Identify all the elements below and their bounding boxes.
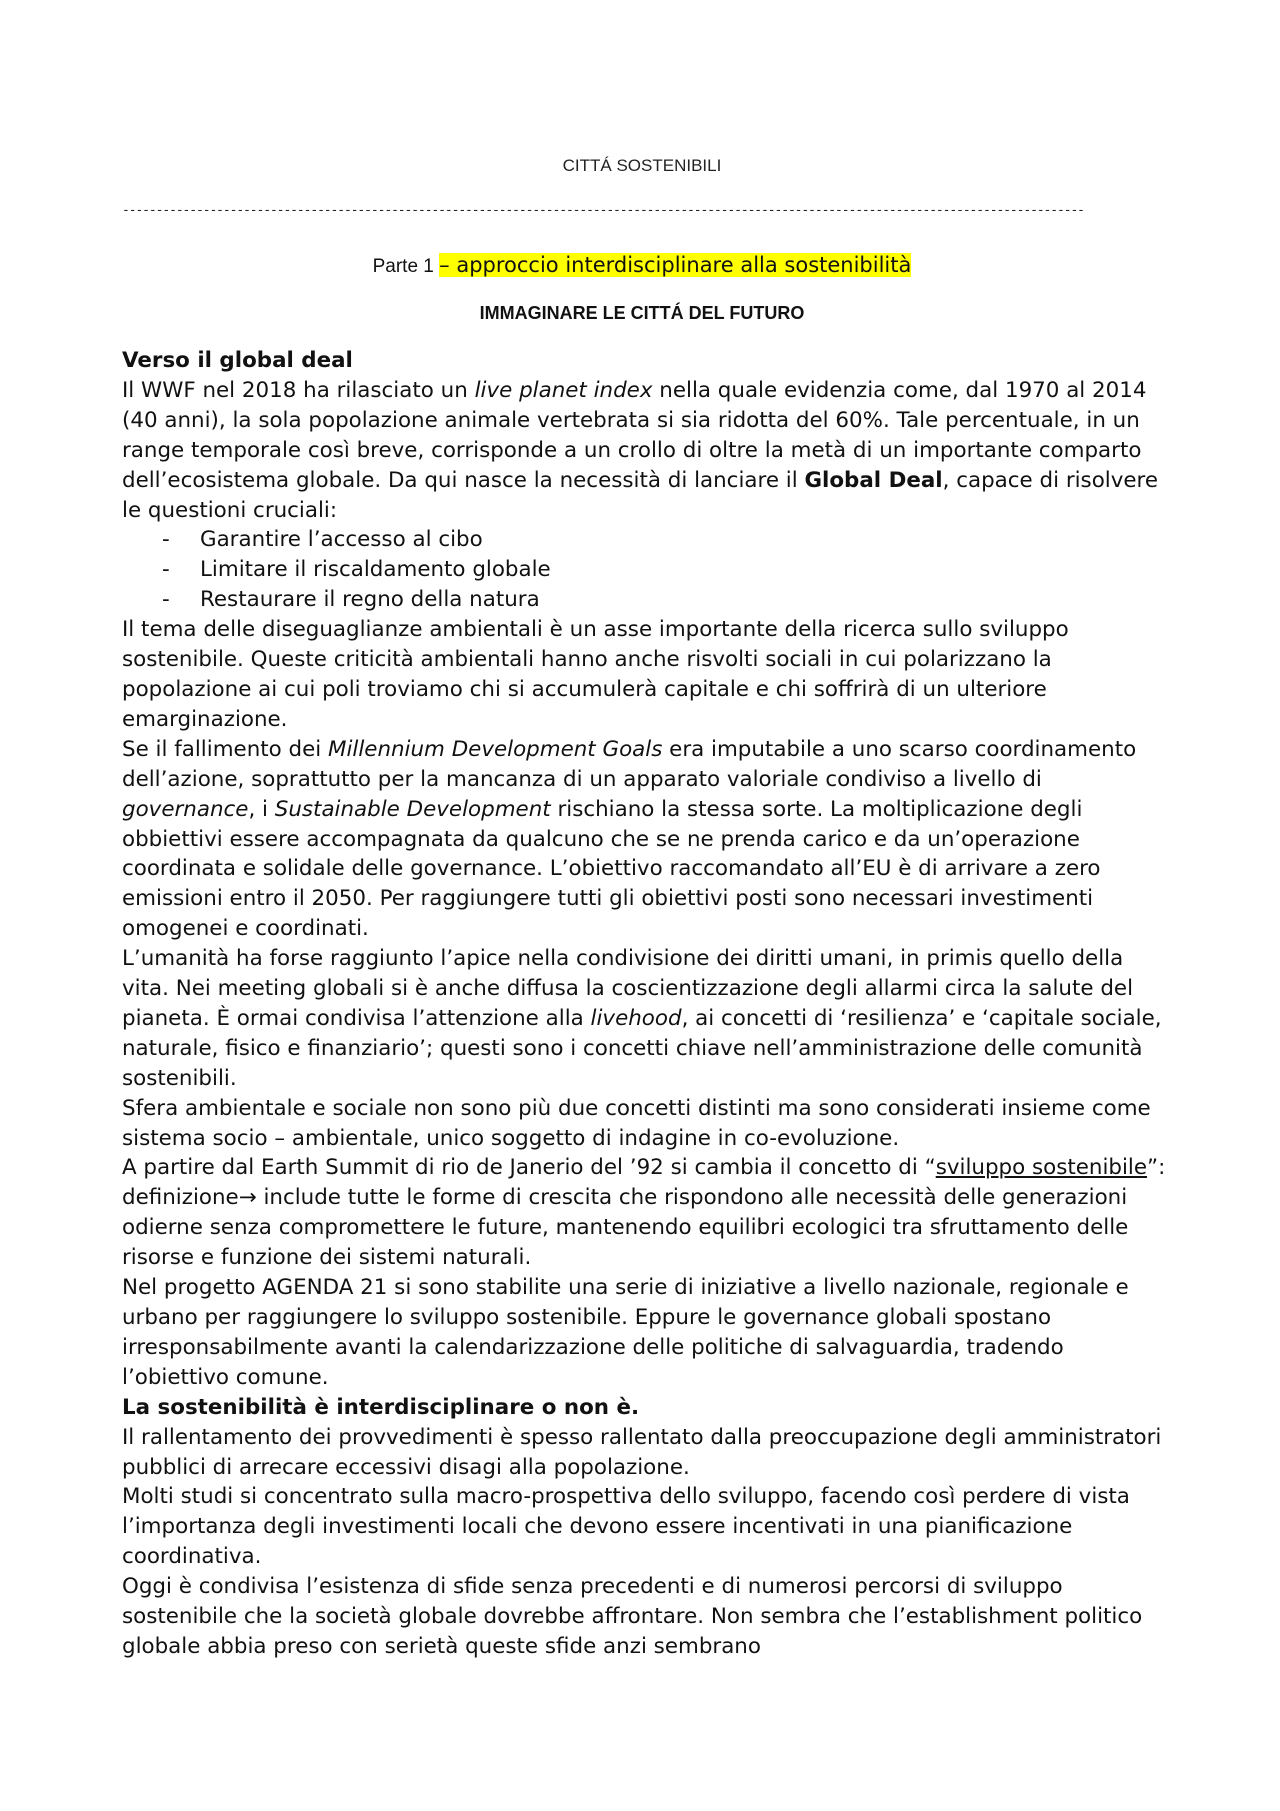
bullet-list [122, 525, 1172, 615]
document-title: CITTÁ SOSTENIBILI [562, 156, 722, 175]
global-deal-term: Global Deal [804, 467, 943, 493]
section-subheading: IMMAGINARE LE CITTÁ DEL FUTURO [479, 303, 805, 323]
part-heading [122, 253, 1162, 278]
list-item: - Garantire l’accesso al cibo [122, 525, 1172, 555]
paragraph-mdg: Se il fallimento dei Millennium Development Goals era imputabile a uno scarso coordinamento dell’azione, soprattutto per la mancanza di un apparato valoriale condiviso a livello di governance, i Sustainable Development rischiano la stessa sorte. La moltiplicazione degli obbiettivi essere accompagnata da qualcuno che se ne prenda carico e da un’operazione coordinata e solidale delle governance. L’obiettivo raccomandato all’EU è di arrivare a zero emissioni entro il 2050. Per raggiungere tutti gli obiettivi posti sono necessari investimenti omogenei e coordinati. [122, 736, 1137, 942]
list-item: - Restaurare il regno della natura [122, 585, 1172, 615]
paragraph-challenges: Oggi è condivisa l’esistenza di sfide senza precedenti e di numerosi percorsi di sviluppo sostenibile che la società globale dovrebbe affrontare. Non sembra che l’establishment politico globale abbia preso con serietà queste sfide anzi sembrano [122, 1574, 1143, 1659]
part-heading-prefix: Parte 1 [372, 256, 440, 277]
paragraph-agenda21: Nel progetto AGENDA 21 si sono stabilite una serie di iniziative a livello nazionale, regionale e urbano per raggiungere lo sviluppo sostenibile. Eppure le governance globali spostano irresponsabilmente avanti la calendarizzazione delle politiche di salvaguardia, tradendo l’obiettivo comune. [122, 1275, 1129, 1390]
paragraph-earth-summit: A partire dal Earth Summit di rio de Janerio del ’92 si cambia il concetto di “sviluppo sostenibile”: definizione→ include tutte le forme di crescita che rispondono alle necessità delle generazioni odierne senza compromettere le future, mantenendo equilibri ecologici tra sfruttamento delle risorse e funzione dei sistemi naturali. [122, 1155, 1166, 1271]
arrow-right-icon: → [238, 1185, 257, 1211]
paragraph-macro-perspective: Molti studi si concentrato sulla macro-prospettiva dello sviluppo, facendo così perdere di vista l’importanza degli investimenti locali che devono essere incentivati in una pianificazione coordinativa. [122, 1484, 1130, 1570]
live-planet-index-term: live planet index [474, 377, 653, 403]
list-item: - Limitare il riscaldamento globale [122, 555, 1172, 585]
paragraph-human-rights: L’umanità ha forse raggiunto l’apice nella condivisione dei diritti umani, in primis quello della vita. Nei meeting globali si è anche diffusa la coscientizzazione degli allarmi circa la salute del pianeta. È ormai condivisa l’attenzione alla livehood, ai concetti di ‘resilienza’ e ‘capitale sociale, naturale, fisico e finanziario’; questi sono i concetti chiave nell’amministrazione delle comunità sostenibili. [122, 946, 1162, 1091]
part-heading-highlight: – approccio interdisciplinare alla sostenibilità [439, 253, 912, 277]
section-heading-global-deal: Verso il global deal [122, 348, 353, 373]
paragraph-wwf: Il WWF nel 2018 ha rilasciato un live planet index nella quale evidenzia come, dal 1970 al 2014 (40 anni), la sola popolazione animale vertebrata si sia ridotta del 60%. Tale percentuale, in un range temporale così breve, corrisponde a un crollo di oltre la metà di un importante comparto dell’ecosistema globale. Da qui nasce la necessità di lanciare il Global Deal, capace di risolvere le questioni cruciali: [122, 377, 1159, 523]
section-heading-interdisciplinary: La sostenibilità è interdisciplinare o non è. [122, 1394, 640, 1420]
paragraph-socio-environmental: Sfera ambientale e sociale non sono più due concetti distinti ma sono considerati insieme come sistema socio – ambientale, unico soggetto di indagine in co-evoluzione. [122, 1095, 1151, 1151]
paragraph-inequality: Il tema delle diseguaglianze ambientali è un asse importante della ricerca sullo sviluppo sostenibile. Queste criticità ambientali hanno anche risvolti sociali in cui polarizzano la popolazione ai cui poli troviamo chi si accumulerà capitale e chi soffrirà di un ulteriore emarginazione. [122, 617, 1069, 732]
paragraph-slowdown: Il rallentamento dei provvedimenti è spesso rallentato dalla preoccupazione degli amministratori pubblici di arrecare eccessivi disagi alla popolazione. [122, 1424, 1162, 1480]
body-text [122, 346, 1172, 1662]
sustainable-development-term: sviluppo sostenibile [935, 1155, 1148, 1181]
dashed-separator: ----------------------------------------------------------------------------------------------------------------------------------------------- [122, 203, 1084, 218]
